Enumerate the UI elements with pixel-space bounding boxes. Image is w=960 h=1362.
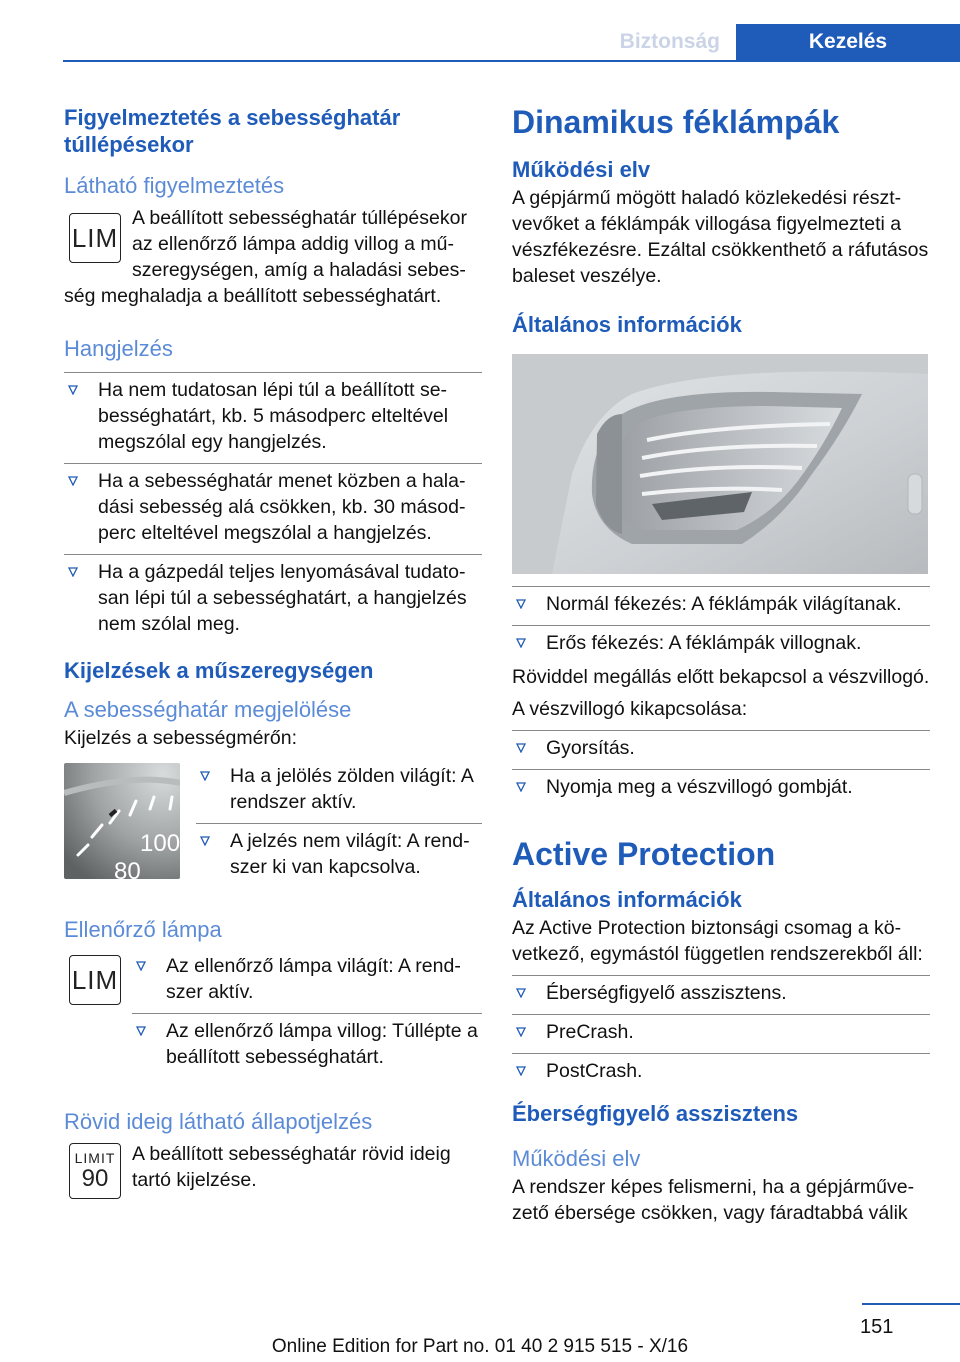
list-item xyxy=(64,377,482,455)
lim-icon-box xyxy=(64,211,126,265)
hazard-off-list xyxy=(512,730,930,800)
indicator-block xyxy=(64,953,482,1078)
lim-indicator-icon: LIM xyxy=(69,213,121,263)
triangle-bullet-icon xyxy=(516,1027,526,1037)
tab-biztonsag[interactable]: Biztonság xyxy=(619,30,720,53)
header-tabs xyxy=(620,24,960,62)
list-item xyxy=(512,735,930,761)
gauge-list xyxy=(196,763,482,888)
list-item xyxy=(132,1018,482,1070)
brief-status-text: A beállított sebességhatár rövid ideig tartó kijelzése. xyxy=(132,1143,451,1191)
limit-90-icon xyxy=(69,1143,121,1199)
page-number: 151 xyxy=(860,1316,894,1338)
limit-icon-box xyxy=(64,1141,126,1201)
heading-ap-general-info: Általános információk xyxy=(512,887,742,912)
list-item-text: PreCrash. xyxy=(546,1021,634,1043)
list-item-text: Ha a jelölés zölden világít: A rendszer aktív. xyxy=(230,765,473,813)
list-item-text: Normál fékezés: A féklámpák világítanak. xyxy=(546,593,902,615)
divider xyxy=(64,554,482,555)
header-rule xyxy=(63,60,960,62)
triangle-bullet-icon xyxy=(200,771,210,781)
list-item-text: Az ellenőrző lámpa villog: Túllépte a beállított sebességhatárt. xyxy=(166,1020,478,1068)
footer-rule xyxy=(862,1303,960,1305)
speedometer-image xyxy=(64,763,180,879)
list-item xyxy=(196,828,482,880)
heading-attention-assistant: Éberségfigyelő asszisztens xyxy=(512,1101,799,1126)
left-column xyxy=(64,104,482,1201)
list-item xyxy=(132,953,482,1005)
tab-kezeles[interactable]: Kezelés xyxy=(736,24,960,62)
list-item-text: Éberségfigyelő asszisztens. xyxy=(546,982,787,1004)
edition-footer: Online Edition for Part no. 01 40 2 915 515 - X/16 xyxy=(271,1336,689,1357)
divider xyxy=(64,463,482,464)
divider xyxy=(196,823,482,824)
divider xyxy=(512,586,930,587)
list-item xyxy=(512,980,930,1006)
visible-warning-block xyxy=(64,205,482,309)
ap-principle-text: A rendszer képes felismerni, ha a gépjárművezető ébersége csökken, vagy fáradtabbá válik xyxy=(512,1176,915,1224)
triangle-bullet-icon xyxy=(68,476,78,486)
displays-intro: Kijelzés a sebességmérőn: xyxy=(64,727,298,749)
indicator-list xyxy=(132,953,482,1078)
triangle-bullet-icon xyxy=(516,1066,526,1076)
brake-light-list xyxy=(512,586,930,656)
triangle-bullet-icon xyxy=(68,567,78,577)
triangle-bullet-icon xyxy=(516,782,526,792)
divider xyxy=(64,372,482,373)
gauge-label-80: 80 xyxy=(114,858,141,879)
triangle-bullet-icon xyxy=(136,1026,146,1036)
ap-general-text: Az Active Protection biztonsági csomag a következő, egymástól független rendszerekből áll: xyxy=(512,917,923,965)
divider xyxy=(512,975,930,976)
list-item-text: Ha nem tudatosan lépi túl a beállított sebességhatárt, kb. 5 másodperc elteltével megszólal egy hangjelzés. xyxy=(98,379,449,453)
triangle-bullet-icon xyxy=(516,988,526,998)
visible-warning-text: A beállított sebességhatár túllépésekor az ellenőrző lámpa addig villog a műszeregységen, amíg a haladási sebesség meghaladja a beállított sebességhatárt. xyxy=(64,207,467,307)
list-item-text: Erős fékezés: A féklámpák villognak. xyxy=(546,632,862,654)
heading-general-info: Általános információk xyxy=(512,312,742,337)
list-item xyxy=(512,774,930,800)
gauge-block xyxy=(64,763,482,888)
brief-status-block xyxy=(64,1141,482,1201)
lim-indicator-icon: LIM xyxy=(69,955,121,1005)
ap-systems-list xyxy=(512,975,930,1084)
heading-speed-limit-marking: A sebességhatár megjelölése xyxy=(64,697,352,722)
heading-ap-principle: Működési elv xyxy=(512,1146,641,1171)
section-title-dynamic-brake-lights: Dinamikus féklámpák xyxy=(512,104,840,140)
list-item xyxy=(196,763,482,815)
list-item-text: PostCrash. xyxy=(546,1060,643,1082)
divider xyxy=(132,1013,482,1014)
list-item xyxy=(512,630,930,656)
triangle-bullet-icon xyxy=(516,599,526,609)
heading-brief-status: Rövid ideig látható állapotjelzés xyxy=(64,1109,373,1134)
heading-sound-warning: Hangjelzés xyxy=(64,336,173,361)
heading-indicator-lamp: Ellenőrző lámpa xyxy=(64,917,222,942)
divider xyxy=(512,1014,930,1015)
list-item-text: Gyorsítás. xyxy=(546,737,635,759)
triangle-bullet-icon xyxy=(200,836,210,846)
hazard-off-intro: A vészvillogó kikapcsolása: xyxy=(512,698,748,720)
gauge-label-100: 100 xyxy=(140,830,180,857)
hazard-on-text: Röviddel megállás előtt bekapcsol a vészvillogó. xyxy=(512,666,930,688)
list-item-text: Ha a gázpedál teljes lenyomásával tudatosan lépi túl a sebességhatárt, a hangjelzés nem szólal meg. xyxy=(98,561,467,635)
heading-visible-warning: Látható figyelmeztetés xyxy=(64,173,285,198)
triangle-bullet-icon xyxy=(136,961,146,971)
heading-displays: Kijelzések a műszeregységen xyxy=(64,658,374,683)
triangle-bullet-icon xyxy=(516,638,526,648)
divider xyxy=(512,769,930,770)
divider xyxy=(512,730,930,731)
triangle-bullet-icon xyxy=(68,385,78,395)
list-item-text: Nyomja meg a vészvillogó gombját. xyxy=(546,776,853,798)
lim-icon-box xyxy=(64,953,126,1007)
list-item xyxy=(64,559,482,637)
list-item xyxy=(512,1058,930,1084)
list-item-text: Az ellenőrző lámpa világít: A rendszer aktív. xyxy=(166,955,461,1003)
principle-text: A gépjármű mögött haladó közlekedési résztvevőket a féklámpák villogása figyelmezteti a vészfékezésre. Ezáltal csökkenthető a ráfutásos baleset veszélye. xyxy=(512,187,929,287)
heading-principle: Működési elv xyxy=(512,157,651,182)
list-item-text: Ha a sebességhatár menet közben a haladási sebesség alá csökken, kb. 30 másodperc elteltével megszólal a hangjelzés. xyxy=(98,470,466,544)
limit-icon-bottom: 90 xyxy=(81,1165,109,1192)
sound-warning-list xyxy=(64,377,482,637)
list-item xyxy=(64,468,482,546)
section-title-active-protection: Active Protection xyxy=(512,836,776,872)
section-title-speed-limit-warning: Figyelmeztetés a sebességhatár túllépésekor xyxy=(64,105,401,157)
right-column xyxy=(512,104,930,1226)
tail-light-image xyxy=(512,354,928,574)
divider xyxy=(512,625,930,626)
divider xyxy=(512,1053,930,1054)
triangle-bullet-icon xyxy=(516,743,526,753)
list-item-text: A jelzés nem világít: A rendszer ki van kapcsolva. xyxy=(230,830,470,878)
list-item xyxy=(512,1019,930,1045)
list-item xyxy=(512,591,930,617)
limit-icon-top: LIMIT xyxy=(74,1150,116,1166)
